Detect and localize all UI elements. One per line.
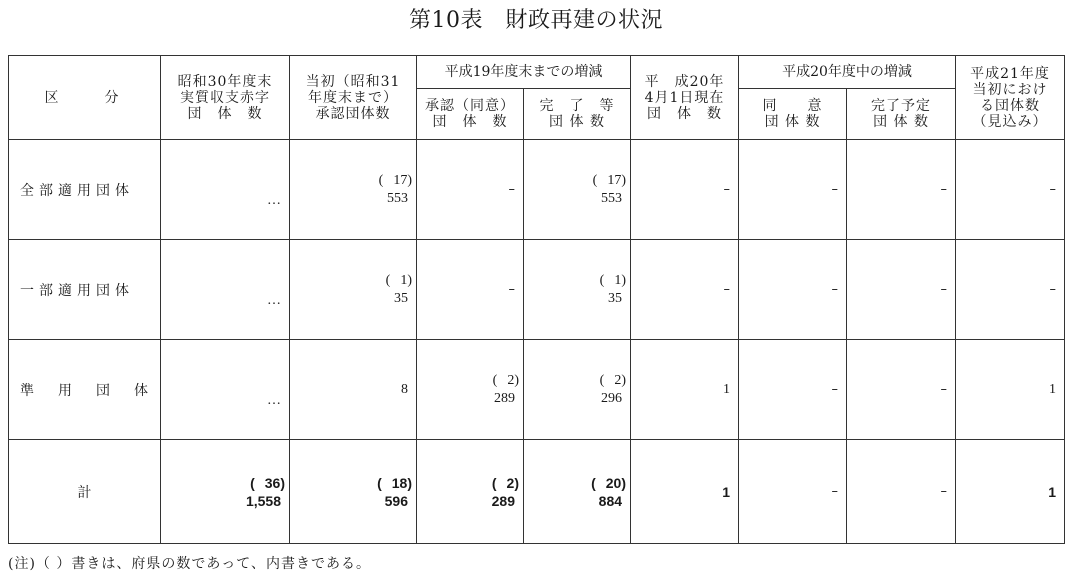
header-group-h20: 平成20年度中の増減 [739,56,956,89]
cell-value: – [508,181,515,197]
paren-number: 2 [507,372,515,388]
cell-value: – [723,181,731,197]
paren-number: 17 [393,172,408,188]
cell-c3 [417,440,524,544]
paren-open: ( [599,372,605,388]
parenthetical-value [290,474,412,492]
parenthetical-value [524,474,626,492]
cell-value: 884 [598,492,623,509]
row-label: 準 用 団 体 [9,340,161,440]
parenthetical-value [290,272,412,290]
paren-number: 36 [264,474,281,491]
cell-c2 [290,440,417,544]
fiscal-reconstruction-table [8,55,1065,544]
cell-c2 [290,140,417,240]
header-initial-approved: 当初（昭和31 年度末まで） 承認団体数 [290,56,417,140]
paren-open: ( [377,474,382,491]
cell-c6 [739,440,847,544]
cell-c5 [631,140,739,240]
cell-c6 [739,240,847,340]
cell-value: – [940,381,948,397]
cell-value: 289 [491,492,515,509]
cell-value: 289 [494,390,515,406]
parenthetical-value [524,172,626,190]
paren-number: 2 [506,474,515,491]
cell-c7 [847,340,956,440]
parenthetical-value [417,372,519,390]
paren-open: ( [591,474,596,491]
cell-value: 1 [722,483,731,500]
paren-open: ( [599,272,605,288]
header-deficit-count: 昭和30年度末 実質収支赤字 団 体 数 [161,56,290,140]
cell-c2 [290,340,417,440]
cell-c8 [956,340,1065,440]
cell-value: 553 [601,190,623,206]
cell-value: – [940,181,948,197]
parenthetical-value [161,474,285,492]
header-group-h19: 平成19年度末までの増減 [417,56,631,89]
row-label: 全部適用団体 [9,140,161,240]
paren-number: 2 [614,372,622,388]
cell-c6 [739,340,847,440]
cell-c8 [956,440,1065,544]
cell-c8 [956,240,1065,340]
paren-close: ) [407,474,412,491]
cell-c7 [847,240,956,340]
cell-value: 553 [387,190,408,206]
cell-value: – [508,281,515,297]
cell-c5 [631,340,739,440]
cell-c1 [161,140,290,240]
parenthetical-value [524,372,626,390]
cell-c4 [524,340,631,440]
table-row [9,240,1065,340]
cell-value: 1 [723,381,731,397]
cell-value: – [1049,181,1057,197]
cell-value: – [831,281,839,297]
cell-c1 [161,440,290,544]
paren-close: ) [514,474,519,491]
cell-value: – [1049,281,1057,297]
cell-c5 [631,440,739,544]
paren-open: ( [250,474,255,491]
cell-c4 [524,440,631,544]
cell-c8 [956,140,1065,240]
paren-number: 1 [614,272,622,288]
cell-c1 [161,240,290,340]
cell-c4 [524,240,631,340]
cell-value: 296 [601,390,623,406]
table-row [9,140,1065,240]
cell-c3 [417,340,524,440]
cell-c5 [631,240,739,340]
paren-close: ) [621,372,627,388]
row-label: 計 [9,440,161,544]
header-h21-estimate: 平成21年度 当初におけ る団体数 （見込み） [956,56,1065,140]
paren-close: ) [280,474,285,491]
cell-value: … [267,292,281,308]
cell-value: … [267,192,281,208]
cell-value: – [831,381,839,397]
header-consent-count: 同 意 団 体 数 [739,89,847,140]
cell-c7 [847,440,956,544]
cell-value: – [940,281,948,297]
paren-close: ) [621,172,627,188]
paren-open: ( [385,272,391,288]
footnote: (注)（ ）書きは、府県の数であって、内書きである。 [8,556,371,572]
header-completed-count: 完 了 等 団 体 数 [524,89,631,140]
cell-value: 1,558 [245,492,281,509]
paren-close: ) [514,372,519,388]
cell-c3 [417,140,524,240]
cell-value: – [940,483,948,499]
header-planned-completion: 完了予定 団 体 数 [847,89,956,140]
parenthetical-value [524,272,626,290]
paren-close: ) [621,474,627,491]
cell-c2 [290,240,417,340]
paren-close: ) [407,172,412,188]
cell-value: … [267,392,281,408]
row-label: 一部適用団体 [9,240,161,340]
parenthetical-value [417,474,519,492]
paren-number: 1 [400,272,408,288]
table-body [9,140,1065,544]
cell-value: 1 [1048,483,1057,500]
cell-value: – [831,181,839,197]
paren-number: 17 [607,172,622,188]
cell-value: 35 [394,290,408,306]
paren-open: ( [592,172,598,188]
cell-value: 35 [608,290,623,306]
paren-number: 18 [391,474,408,491]
cell-c6 [739,140,847,240]
header-approved-count: 承認（同意） 団 体 数 [417,89,524,140]
table-row [9,340,1065,440]
header-h20-current: 平 成20年 4月1日現在 団 体 数 [631,56,739,140]
table-row [9,440,1065,544]
cell-c7 [847,140,956,240]
cell-value: – [723,281,731,297]
cell-value: 8 [401,381,408,397]
cell-value: 1 [1049,381,1057,397]
paren-open: ( [491,474,497,491]
paren-open: ( [378,172,384,188]
parenthetical-value [290,172,412,190]
header-category: 区 分 [9,56,161,140]
paren-number: 20 [605,474,622,491]
paren-close: ) [621,272,627,288]
paren-open: ( [492,372,498,388]
table-title: 第10表 財政再建の状況 [409,8,663,33]
cell-value: – [831,483,839,499]
cell-value: 596 [384,492,408,509]
cell-c3 [417,240,524,340]
cell-c4 [524,140,631,240]
cell-c1 [161,340,290,440]
paren-close: ) [407,272,412,288]
